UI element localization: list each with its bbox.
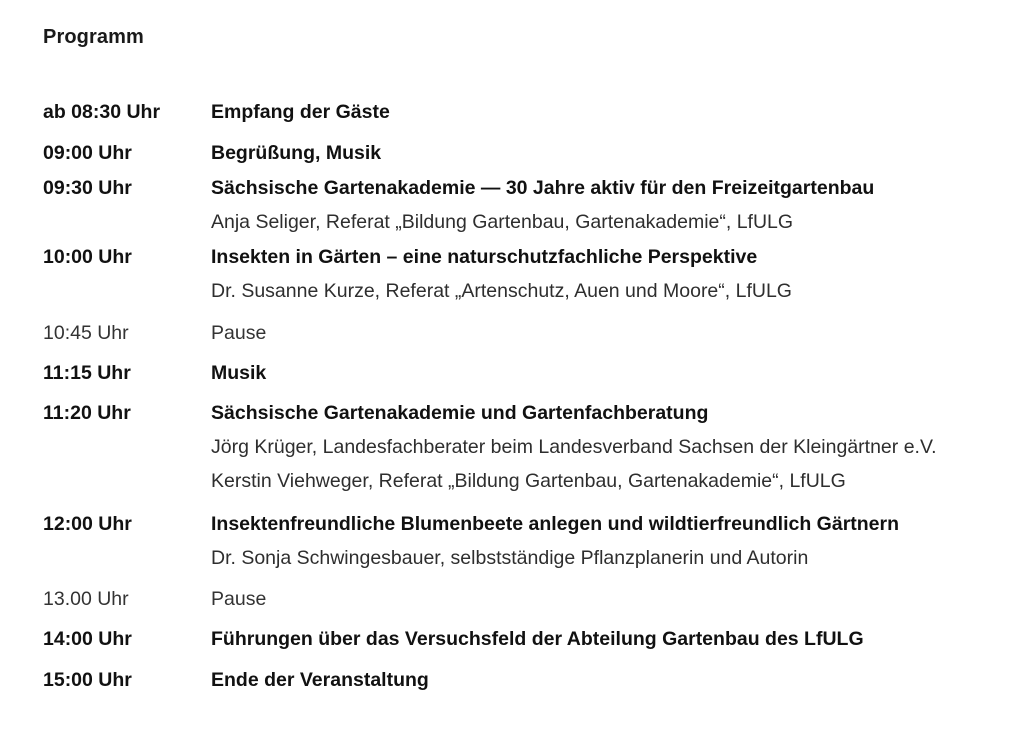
program-headline: Ende der Veranstaltung: [211, 669, 429, 691]
program-content: [211, 507, 991, 575]
program-content: [211, 396, 991, 498]
program-headline: Insekten in Gärten – eine naturschutzfachliche Perspektive: [211, 246, 758, 268]
program-content: [211, 582, 991, 616]
program-headline: Führungen über das Versuchsfeld der Abteilung Gartenbau des LfULG: [211, 628, 864, 650]
program-speaker: Kerstin Viehweger, Referat „Bildung Gartenbau, Gartenakademie“, LfULG: [211, 470, 846, 492]
program-speaker: Dr. Sonja Schwingesbauer, selbstständige Pflanzplanerin und Autorin: [211, 547, 809, 569]
program-content: [211, 136, 991, 170]
program-time: 09:30 Uhr: [43, 177, 132, 199]
program-time: 10:45 Uhr: [43, 322, 129, 344]
program-content: [211, 622, 991, 656]
program-headline: Pause: [211, 322, 267, 344]
program-content: [211, 356, 991, 390]
program-time: ab 08:30 Uhr: [43, 101, 161, 123]
program-headline: Insektenfreundliche Blumenbeete anlegen und wildtierfreundlich Gärtnern: [211, 513, 900, 535]
program-time: 15:00 Uhr: [43, 669, 132, 691]
program-headline: Musik: [211, 362, 267, 384]
program-content: [211, 316, 991, 350]
program-speaker: Jörg Krüger, Landesfachberater beim Landesverband Sachsen der Kleingärtner e.V.: [211, 436, 937, 458]
program-headline: Empfang der Gäste: [211, 101, 390, 123]
program-content: [211, 663, 991, 697]
program-headline: Sächsische Gartenakademie und Gartenfachberatung: [211, 402, 709, 424]
program-title: Programm: [43, 26, 144, 48]
program-time: 12:00 Uhr: [43, 513, 132, 535]
program-speaker: Dr. Susanne Kurze, Referat „Artenschutz, Auen und Moore“, LfULG: [211, 280, 792, 302]
program-headline: Sächsische Gartenakademie — 30 Jahre aktiv für den Freizeitgartenbau: [211, 177, 875, 199]
program-time: 13.00 Uhr: [43, 588, 129, 610]
program-content: [211, 240, 991, 308]
program-headline: Pause: [211, 588, 267, 610]
program-time: 14:00 Uhr: [43, 628, 132, 650]
program-time: 09:00 Uhr: [43, 142, 132, 164]
program-content: [211, 95, 991, 129]
program-time: 11:15 Uhr: [43, 362, 131, 384]
program-headline: Begrüßung, Musik: [211, 142, 382, 164]
program-speaker: Anja Seliger, Referat „Bildung Gartenbau, Gartenakademie“, LfULG: [211, 211, 794, 233]
program-time: 11:20 Uhr: [43, 402, 131, 424]
program-content: [211, 171, 991, 239]
program-time: 10:00 Uhr: [43, 246, 132, 268]
